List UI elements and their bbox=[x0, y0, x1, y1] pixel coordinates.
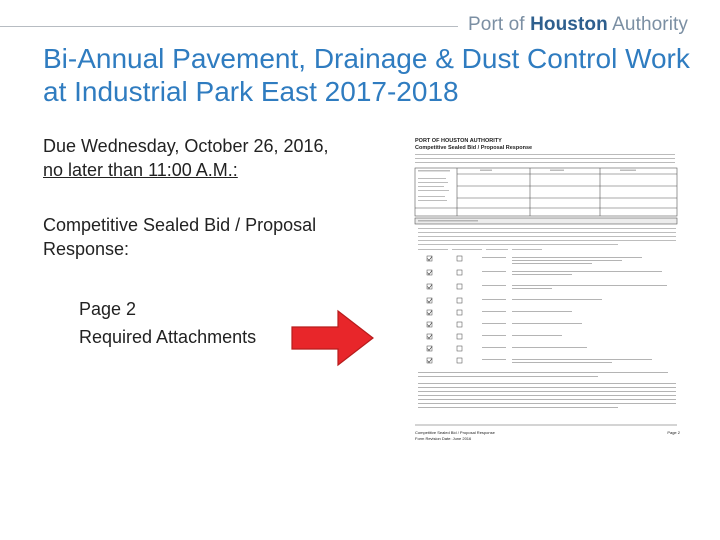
logo-suffix: Authority bbox=[607, 14, 689, 35]
page-reference bbox=[79, 295, 256, 351]
form-page-thumbnail bbox=[410, 128, 685, 446]
page-number-label: Page 2 bbox=[79, 299, 137, 319]
red-arrow-icon bbox=[290, 308, 376, 368]
due-line-1: Due Wednesday, October 26, 2016, bbox=[43, 136, 329, 156]
logo-prefix: Port of bbox=[468, 14, 531, 35]
due-line-2: no later than 11:00 A.M.: bbox=[43, 160, 238, 180]
due-date-text bbox=[43, 134, 329, 182]
form-title-line-1: PORT OF HOUSTON AUTHORITY bbox=[415, 138, 502, 144]
section-heading bbox=[43, 213, 316, 261]
form-footer-line-1: Competitive Sealed Bid / Proposal Response bbox=[415, 430, 495, 435]
header-rule bbox=[0, 26, 458, 27]
form-footer bbox=[415, 430, 680, 442]
form-title-line-2: Competitive Sealed Bid / Proposal Response bbox=[415, 145, 533, 151]
form-body-graphic bbox=[410, 128, 685, 428]
port-of-houston-logo bbox=[468, 14, 688, 36]
form-footer-line-2: Form Revision Date: June 2016 bbox=[415, 436, 472, 441]
section-line-2: Response: bbox=[43, 239, 130, 259]
logo-strong: Houston bbox=[530, 14, 608, 35]
form-page-number: Page 2 bbox=[667, 430, 680, 435]
required-attachments-label: Required Attachments bbox=[79, 327, 257, 347]
page-title: Bi-Annual Pavement, Drainage & Dust Control Work at Industrial Park East 2017-2018 bbox=[43, 43, 690, 107]
section-line-1: Competitive Sealed Bid / Proposal bbox=[43, 215, 317, 235]
